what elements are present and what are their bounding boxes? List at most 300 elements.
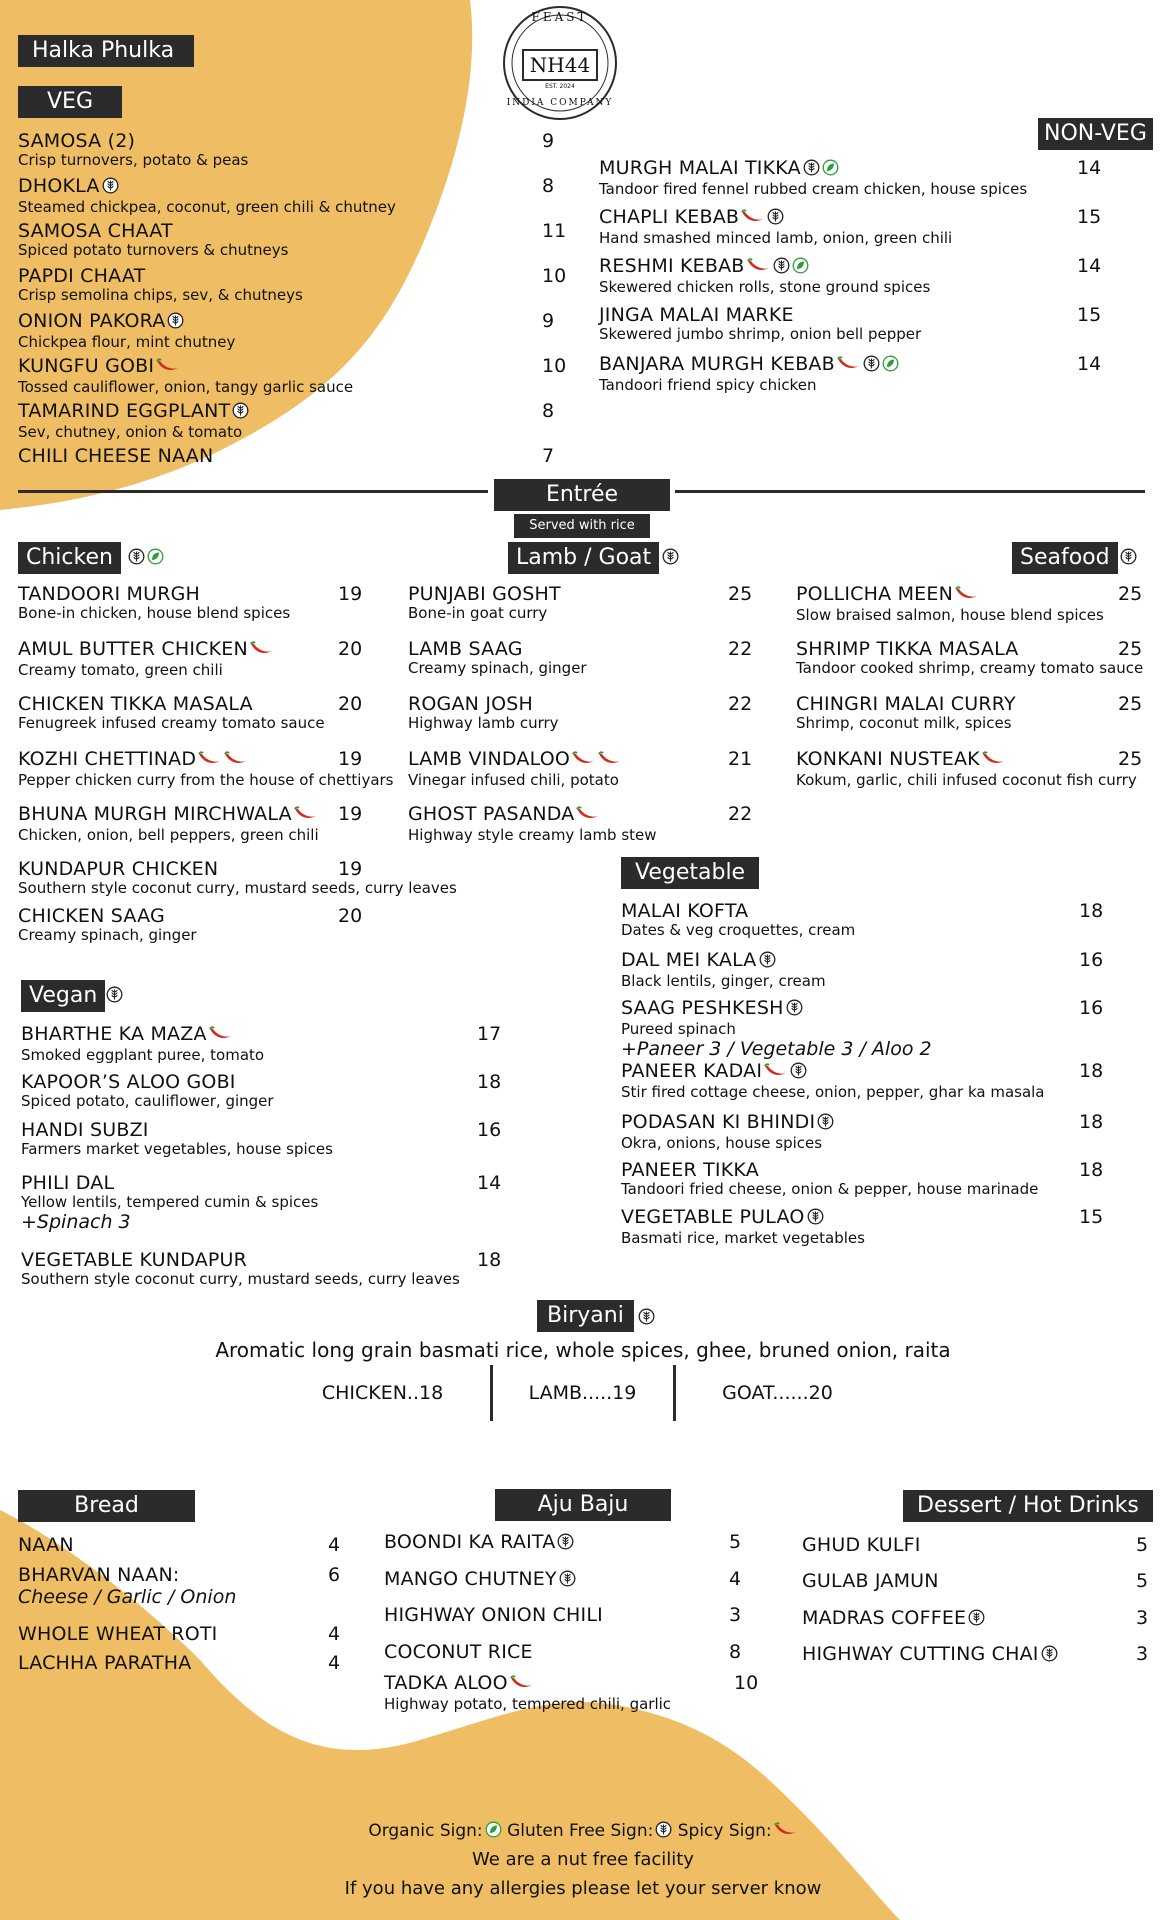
gluten-free-icon <box>803 159 820 181</box>
gluten-free-icon <box>128 548 145 569</box>
nonveg-item <box>599 304 1102 343</box>
biryani-divider-2 <box>673 1365 676 1421</box>
vegetable-item-price: 18 <box>1079 900 1104 922</box>
vegan-item-desc: Spiced potato, cauliflower, ginger <box>21 1092 274 1110</box>
organic-icon <box>485 1821 502 1844</box>
chicken-item-desc: Creamy spinach, ginger <box>18 926 197 944</box>
seafood-item-name <box>796 638 1143 660</box>
dessert-item-name <box>802 1643 1058 1667</box>
lamb-item-price: 21 <box>728 748 753 770</box>
seafood-item-price: 25 <box>1118 693 1143 715</box>
chili-icon <box>250 640 274 662</box>
chicken-item-name-text: TANDOORI MURGH <box>18 583 201 605</box>
nonveg-item <box>599 206 1102 247</box>
chicken-item-desc: Fenugreek infused creamy tomato sauce <box>18 714 325 732</box>
gluten-free-icon <box>655 1821 672 1844</box>
veg-item-name-text: CHILI CHEESE NAAN <box>18 445 214 467</box>
nonveg-item-name <box>599 304 921 326</box>
veg-item <box>18 310 555 351</box>
veg-item-desc: Spiced potato turnovers & chutneys <box>18 241 289 259</box>
biryani-desc: Aromatic long grain basmati rice, whole spices, ghee, bruned onion, raita <box>215 1338 951 1362</box>
vegetable-header: Vegetable <box>621 857 759 889</box>
lamb-item <box>408 583 753 622</box>
chicken-item-price: 19 <box>338 858 363 880</box>
vegan-item-name <box>21 1023 264 1047</box>
vegan-item-price: 16 <box>477 1119 502 1141</box>
footer-allergy: If you have any allergies please let your server know <box>344 1878 822 1899</box>
veg-item-name <box>18 400 249 424</box>
vegetable-item-price: 18 <box>1079 1159 1104 1181</box>
logo-bottom: INDIA COMPANY <box>506 98 614 108</box>
chicken-item-price: 19 <box>338 748 363 770</box>
biryani-option-lamb: LAMB.....19 <box>528 1382 637 1404</box>
vegetable-item-price: 18 <box>1079 1060 1104 1082</box>
chicken-item-price: 20 <box>338 905 363 927</box>
veg-item <box>18 265 567 304</box>
biryani-option-goat: GOAT......20 <box>722 1382 833 1404</box>
nonveg-item-name <box>599 255 930 279</box>
vegetable-item-name <box>621 1060 1045 1084</box>
chili-icon <box>198 750 222 772</box>
bread-item-price: 4 <box>328 1623 341 1645</box>
aju-item <box>384 1604 742 1626</box>
veg-item-name-text: SAMOSA (2) <box>18 130 136 152</box>
lamb-header-icons <box>660 548 679 569</box>
bread-item-name: NAAN <box>18 1534 74 1556</box>
chicken-item-name <box>18 858 457 880</box>
chicken-item-desc: Creamy tomato, green chili <box>18 661 223 679</box>
nonveg-item-desc: Tandoor fired fennel rubbed cream chicken, house spices <box>599 180 1028 198</box>
gluten-free-icon <box>559 1570 576 1592</box>
bread-header: Bread <box>18 1490 195 1522</box>
dessert-item-name-text: HIGHWAY CUTTING CHAI <box>802 1643 1039 1665</box>
lamb-item-name-text: ROGAN JOSH <box>408 693 534 715</box>
lamb-item <box>408 693 753 732</box>
lamb-item-price: 22 <box>728 803 753 825</box>
chicken-header-icons <box>126 548 164 569</box>
aju-item-name <box>384 1672 671 1696</box>
footer-nut-free: We are a nut free facility <box>472 1849 694 1870</box>
biryani-option-chicken: CHICKEN..18 <box>321 1382 444 1404</box>
vegetable-item-desc: Pureed spinach <box>621 1020 736 1038</box>
vegetable-item-name <box>621 997 932 1021</box>
chili-icon <box>764 1062 788 1084</box>
dessert-item-name-text: GULAB JAMUN <box>802 1570 939 1592</box>
gluten-free-icon <box>167 312 184 334</box>
dessert-item <box>802 1570 1149 1592</box>
nonveg-item-desc: Skewered jumbo shrimp, onion bell pepper <box>599 325 922 343</box>
logo-small: EST. 2024 <box>545 83 575 90</box>
nonveg-item-price: 14 <box>1077 157 1102 179</box>
nonveg-header: NON-VEG <box>1038 118 1153 150</box>
veg-item-desc: Crisp turnovers, potato & peas <box>18 151 249 169</box>
vegan-item-desc: Smoked eggplant puree, tomato <box>21 1046 265 1064</box>
logo <box>501 4 619 122</box>
nonveg-item <box>599 157 1102 198</box>
gluten-free-icon <box>773 257 790 279</box>
lamb-item-name-text: LAMB SAAG <box>408 638 523 660</box>
vegetable-item-price: 15 <box>1079 1206 1104 1228</box>
entree-rule-left <box>18 490 488 493</box>
veg-item-desc: Tossed cauliflower, onion, tangy garlic sauce <box>18 378 354 396</box>
dessert-item <box>802 1607 1149 1631</box>
vegan-item-desc: Southern style coconut curry, mustard seeds, curry leaves <box>21 1270 460 1288</box>
vegan-item-price: 18 <box>477 1071 502 1093</box>
gluten-free-icon <box>863 355 880 377</box>
seafood-item-price: 25 <box>1118 638 1143 660</box>
seafood-item-name <box>796 583 1104 607</box>
bread-item <box>18 1652 341 1674</box>
entree-subtitle: Served with rice <box>514 514 650 538</box>
gluten-free-icon <box>786 999 803 1021</box>
nonveg-item-name <box>599 206 952 230</box>
chili-icon <box>294 805 318 827</box>
aju-item-price: 3 <box>729 1604 742 1626</box>
vegetable-item-name-text: SAAG PESHKESH <box>621 997 784 1019</box>
gluten-free-icon <box>102 177 119 199</box>
veg-item-name <box>18 265 303 287</box>
chicken-item-name-text: CHICKEN TIKKA MASALA <box>18 693 253 715</box>
lamb-item <box>408 803 753 844</box>
nonveg-item-name-text: RESHMI KEBAB <box>599 255 745 277</box>
veg-item-name <box>18 130 248 152</box>
lamb-item-name-text: GHOST PASANDA <box>408 803 575 825</box>
chili-icon <box>774 1822 798 1844</box>
veg-item-desc: Chickpea flour, mint chutney <box>18 333 236 351</box>
aju-item-name <box>384 1604 603 1626</box>
vegan-item-name <box>21 1119 333 1141</box>
dessert-item-name <box>802 1607 985 1631</box>
veg-item-name-text: DHOKLA <box>18 175 100 197</box>
lamb-item-name <box>408 638 587 660</box>
vegetable-item-name-text: VEGETABLE PULAO <box>621 1206 805 1228</box>
vegetable-item-price: 16 <box>1079 949 1104 971</box>
lamb-item-desc: Bone-in goat curry <box>408 604 548 622</box>
nonveg-item-price: 15 <box>1077 304 1102 326</box>
gluten-free-icon <box>1120 548 1137 569</box>
chicken-item-name-text: KOZHI CHETTINAD <box>18 748 197 770</box>
seafood-item-desc: Kokum, garlic, chili infused coconut fish curry <box>796 771 1137 789</box>
vegetable-item-desc: Tandoori fried cheese, onion & pepper, house marinade <box>621 1180 1039 1198</box>
organic-icon <box>792 257 809 279</box>
chicken-item <box>18 858 457 897</box>
seafood-item-price: 25 <box>1118 748 1143 770</box>
vegetable-item-desc: Basmati rice, market vegetables <box>621 1229 865 1247</box>
aju-item-price: 8 <box>729 1641 742 1663</box>
veg-item-price: 8 <box>542 400 555 422</box>
nonveg-item-desc: Tandoori friend spicy chicken <box>599 376 817 394</box>
biryani-header: Biryani <box>537 1300 634 1332</box>
seafood-title: Seafood <box>1020 545 1110 570</box>
chicken-item-name-text: CHICKEN SAAG <box>18 905 165 927</box>
seafood-item-price: 25 <box>1118 583 1143 605</box>
bread-item <box>18 1623 341 1645</box>
nonveg-item <box>599 353 1102 394</box>
vegetable-item <box>621 1111 1104 1152</box>
nonveg-item <box>599 255 1102 296</box>
vegetable-item-desc: Dates & veg croquettes, cream <box>621 921 856 939</box>
footer-legend <box>200 1820 966 1844</box>
seafood-item-name <box>796 748 1137 772</box>
logo-top: FEAST <box>531 10 589 24</box>
seafood-item-name <box>796 693 1016 715</box>
chicken-item-desc: Pepper chicken curry from the house of chettiyars <box>18 771 394 789</box>
dessert-item-name-text: MADRAS COFFEE <box>802 1607 967 1629</box>
dessert-item-price: 3 <box>1136 1643 1149 1665</box>
chicken-item-desc: Chicken, onion, bell peppers, green chili <box>18 826 319 844</box>
chili-icon <box>572 750 596 772</box>
vegan-item-name-text: VEGETABLE KUNDAPUR <box>21 1249 248 1271</box>
veg-item <box>18 220 567 259</box>
vegan-title: Vegan <box>29 983 98 1008</box>
veg-item-name <box>18 445 213 467</box>
veg-item-name <box>18 355 353 379</box>
chili-icon <box>576 805 600 827</box>
biryani-divider-1 <box>490 1365 493 1421</box>
dessert-item <box>802 1643 1149 1667</box>
aju-item-price: 10 <box>734 1672 759 1694</box>
lamb-item-name <box>408 748 622 772</box>
nonveg-item-name-text: JINGA MALAI MARKE <box>599 304 794 326</box>
chicken-item-name-text: BHUNA MURGH MIRCHWALA <box>18 803 292 825</box>
vegan-item-desc: Farmers market vegetables, house spices <box>21 1140 333 1158</box>
chicken-item-name-text: AMUL BUTTER CHICKEN <box>18 638 248 660</box>
aju-item <box>384 1641 742 1663</box>
vegan-header <box>21 980 105 1012</box>
vegan-item <box>21 1119 502 1158</box>
veg-item <box>18 400 555 441</box>
dessert-item <box>802 1534 1149 1556</box>
footer-spicy-label: Spicy Sign: <box>677 1821 772 1841</box>
footer-gluten-label: Gluten Free Sign: <box>507 1821 654 1841</box>
nonveg-item-name <box>599 353 899 377</box>
vegan-item <box>21 1071 502 1110</box>
seafood-item-name-text: KONKANI NUSTEAK <box>796 748 980 770</box>
veg-item-desc: Crisp semolina chips, sev, & chutneys <box>18 286 303 304</box>
veg-item-name-text: ONION PAKORA <box>18 310 166 332</box>
vegan-item-name-text: BHARTHE KA MAZA <box>21 1023 207 1045</box>
vegan-item-name-text: HANDI SUBZI <box>21 1119 149 1141</box>
lamb-item-desc: Highway lamb curry <box>408 714 559 732</box>
vegetable-item-name <box>621 1206 865 1230</box>
bread-item-price: 6 <box>328 1564 341 1586</box>
lamb-item <box>408 748 753 789</box>
veg-item-name <box>18 175 396 199</box>
vegan-item-price: 14 <box>477 1172 502 1194</box>
chicken-item-price: 20 <box>338 638 363 660</box>
bread-item <box>18 1534 341 1556</box>
veg-header: VEG <box>18 86 122 118</box>
lamb-item-price: 22 <box>728 638 753 660</box>
chili-icon <box>598 750 622 772</box>
footer-organic-label: Organic Sign: <box>368 1821 483 1841</box>
seafood-item-desc: Slow braised salmon, house blend spices <box>796 606 1104 624</box>
nonveg-item-name-text: BANJARA MURGH KEBAB <box>599 353 835 375</box>
lamb-item-desc: Creamy spinach, ginger <box>408 659 587 677</box>
aju-item-name <box>384 1531 574 1555</box>
veg-item-price: 11 <box>542 220 567 242</box>
nonveg-item-name-text: CHAPLI KEBAB <box>599 206 740 228</box>
aju-item-name-text: MANGO CHUTNEY <box>384 1568 557 1590</box>
bread-item-price: 4 <box>328 1534 341 1556</box>
chicken-item <box>18 638 363 679</box>
chicken-item <box>18 583 363 622</box>
veg-item-name-text: KUNGFU GOBI <box>18 355 155 377</box>
dessert-item-name <box>802 1570 939 1592</box>
vegetable-item-desc: Black lentils, ginger, cream <box>621 972 826 990</box>
chicken-item-name <box>18 803 319 827</box>
bread-item-name: BHARVAN NAAN: <box>18 1564 180 1586</box>
gluten-free-icon <box>1041 1645 1058 1667</box>
lamb-item-desc: Vinegar infused chili, potato <box>408 771 619 789</box>
chili-icon <box>510 1674 534 1696</box>
veg-item-name <box>18 220 288 242</box>
chicken-item-price: 19 <box>338 583 363 605</box>
nonveg-item-name-text: MURGH MALAI TIKKA <box>599 157 801 179</box>
gluten-free-icon <box>817 1113 834 1135</box>
veg-item-desc: Sev, chutney, onion & tomato <box>18 423 243 441</box>
vegetable-item <box>621 900 1104 939</box>
vegetable-item-desc: Stir fired cottage cheese, onion, pepper, ghar ka masala <box>621 1083 1045 1101</box>
nonveg-item-name <box>599 157 1027 181</box>
chicken-item <box>18 905 363 944</box>
vegan-item-name-text: PHILI DAL <box>21 1172 115 1194</box>
gluten-free-icon <box>232 402 249 424</box>
veg-item-price: 10 <box>542 265 567 287</box>
chicken-item-desc: Southern style coconut curry, mustard seeds, curry leaves <box>18 879 457 897</box>
veg-item-price: 7 <box>542 445 555 467</box>
lamb-title: Lamb / Goat <box>516 545 652 570</box>
dessert-item-price: 5 <box>1136 1570 1149 1592</box>
vegan-item-name <box>21 1249 460 1271</box>
seafood-item <box>796 638 1143 677</box>
vegan-item <box>21 1023 502 1064</box>
chili-icon <box>224 750 248 772</box>
veg-item-price: 9 <box>542 130 555 152</box>
veg-item-desc: Steamed chickpea, coconut, green chili & chutney <box>18 198 396 216</box>
vegetable-item <box>621 1206 1104 1247</box>
organic-icon <box>822 159 839 181</box>
seafood-header-icons <box>1118 548 1137 569</box>
bread-item-name: LACHHA PARATHA <box>18 1652 192 1674</box>
lamb-item-name-text: PUNJABI GOSHT <box>408 583 561 605</box>
chicken-item <box>18 693 363 732</box>
gluten-free-icon <box>557 1533 574 1555</box>
gluten-free-icon <box>106 986 123 1007</box>
vegetable-item-name <box>621 1159 1038 1181</box>
vegetable-item-name-text: PANEER KADAI <box>621 1060 763 1082</box>
vegan-header-icons <box>104 986 123 1007</box>
vegetable-item-name <box>621 1111 834 1135</box>
seafood-item <box>796 748 1143 789</box>
chicken-item-name <box>18 905 197 927</box>
chicken-item <box>18 748 394 789</box>
dessert-item-name <box>802 1534 921 1556</box>
chili-icon <box>741 208 765 230</box>
veg-item-price: 10 <box>542 355 567 377</box>
lamb-item-price: 22 <box>728 693 753 715</box>
logo-main: NH44 <box>529 53 591 77</box>
bread-item-name: WHOLE WHEAT ROTI <box>18 1623 218 1645</box>
aju-item <box>384 1568 742 1592</box>
dessert-header: Dessert / Hot Drinks <box>903 1490 1153 1522</box>
vegan-item-name <box>21 1172 318 1194</box>
seafood-item-name-text: SHRIMP TIKKA MASALA <box>796 638 1019 660</box>
biryani-header-icons <box>636 1308 655 1329</box>
chili-icon <box>209 1025 233 1047</box>
vegetable-item-name-text: DAL MEI KALA <box>621 949 757 971</box>
vegetable-item-name-text: PANEER TIKKA <box>621 1159 759 1181</box>
veg-item-name <box>18 310 235 334</box>
vegan-item <box>21 1249 502 1288</box>
lamb-header <box>508 542 659 574</box>
chicken-item-name-text: KUNDAPUR CHICKEN <box>18 858 219 880</box>
lamb-item-name <box>408 803 657 827</box>
aju-item <box>384 1531 742 1555</box>
seafood-header <box>1012 542 1118 574</box>
aju-item-name <box>384 1568 576 1592</box>
nonveg-item-price: 14 <box>1077 353 1102 375</box>
organic-icon <box>147 548 164 569</box>
chili-icon <box>747 257 771 279</box>
bread-item-price: 4 <box>328 1652 341 1674</box>
dessert-item-name-text: GHUD KULFI <box>802 1534 921 1556</box>
chili-icon <box>982 750 1006 772</box>
seafood-item-desc: Tandoor cooked shrimp, creamy tomato sauce <box>796 659 1144 677</box>
nonveg-item-price: 15 <box>1077 206 1102 228</box>
chili-icon <box>955 585 979 607</box>
veg-item-name-text: TAMARIND EGGPLANT <box>18 400 231 422</box>
vegan-item-name-text: KAPOOR’S ALOO GOBI <box>21 1071 236 1093</box>
aju-item-name <box>384 1641 533 1663</box>
halka-phulka-header: Halka Phulka <box>18 35 194 67</box>
lamb-item <box>408 638 753 677</box>
chicken-header <box>18 542 121 574</box>
vegetable-item-desc: Okra, onions, house spices <box>621 1134 823 1152</box>
vegetable-item-extra: +Paneer 3 / Vegetable 3 / Aloo 2 <box>621 1038 932 1060</box>
veg-item <box>18 445 555 467</box>
vegetable-item-name-text: MALAI KOFTA <box>621 900 749 922</box>
seafood-item-desc: Shrimp, coconut milk, spices <box>796 714 1012 732</box>
vegetable-item <box>621 1060 1104 1101</box>
chicken-item <box>18 803 363 844</box>
vegan-item <box>21 1172 502 1233</box>
chili-icon <box>837 355 861 377</box>
vegan-item-desc: Yellow lentils, tempered cumin & spices <box>21 1193 319 1211</box>
entree-header: Entrée <box>494 479 670 511</box>
vegan-item-name <box>21 1071 274 1093</box>
bread-item <box>18 1564 341 1608</box>
aju-item-name-text: COCONUT RICE <box>384 1641 533 1663</box>
lamb-item-name-text: LAMB VINDALOO <box>408 748 571 770</box>
veg-item-price: 9 <box>542 310 555 332</box>
chicken-item-price: 19 <box>338 803 363 825</box>
aju-item-desc: Highway potato, tempered chili, garlic <box>384 1695 672 1713</box>
veg-item <box>18 130 555 169</box>
vegetable-item <box>621 997 1104 1060</box>
gluten-free-icon <box>807 1208 824 1230</box>
dessert-item-price: 5 <box>1136 1534 1149 1556</box>
vegetable-item-price: 18 <box>1079 1111 1104 1133</box>
gluten-free-icon <box>790 1062 807 1084</box>
seafood-item <box>796 693 1143 732</box>
dessert-item-price: 3 <box>1136 1607 1149 1629</box>
bread-item-options: Cheese / Garlic / Onion <box>18 1586 237 1608</box>
vegan-item-extra: +Spinach 3 <box>21 1211 131 1233</box>
veg-item-price: 8 <box>542 175 555 197</box>
nonveg-item-price: 14 <box>1077 255 1102 277</box>
entree-rule-right <box>675 490 1145 493</box>
